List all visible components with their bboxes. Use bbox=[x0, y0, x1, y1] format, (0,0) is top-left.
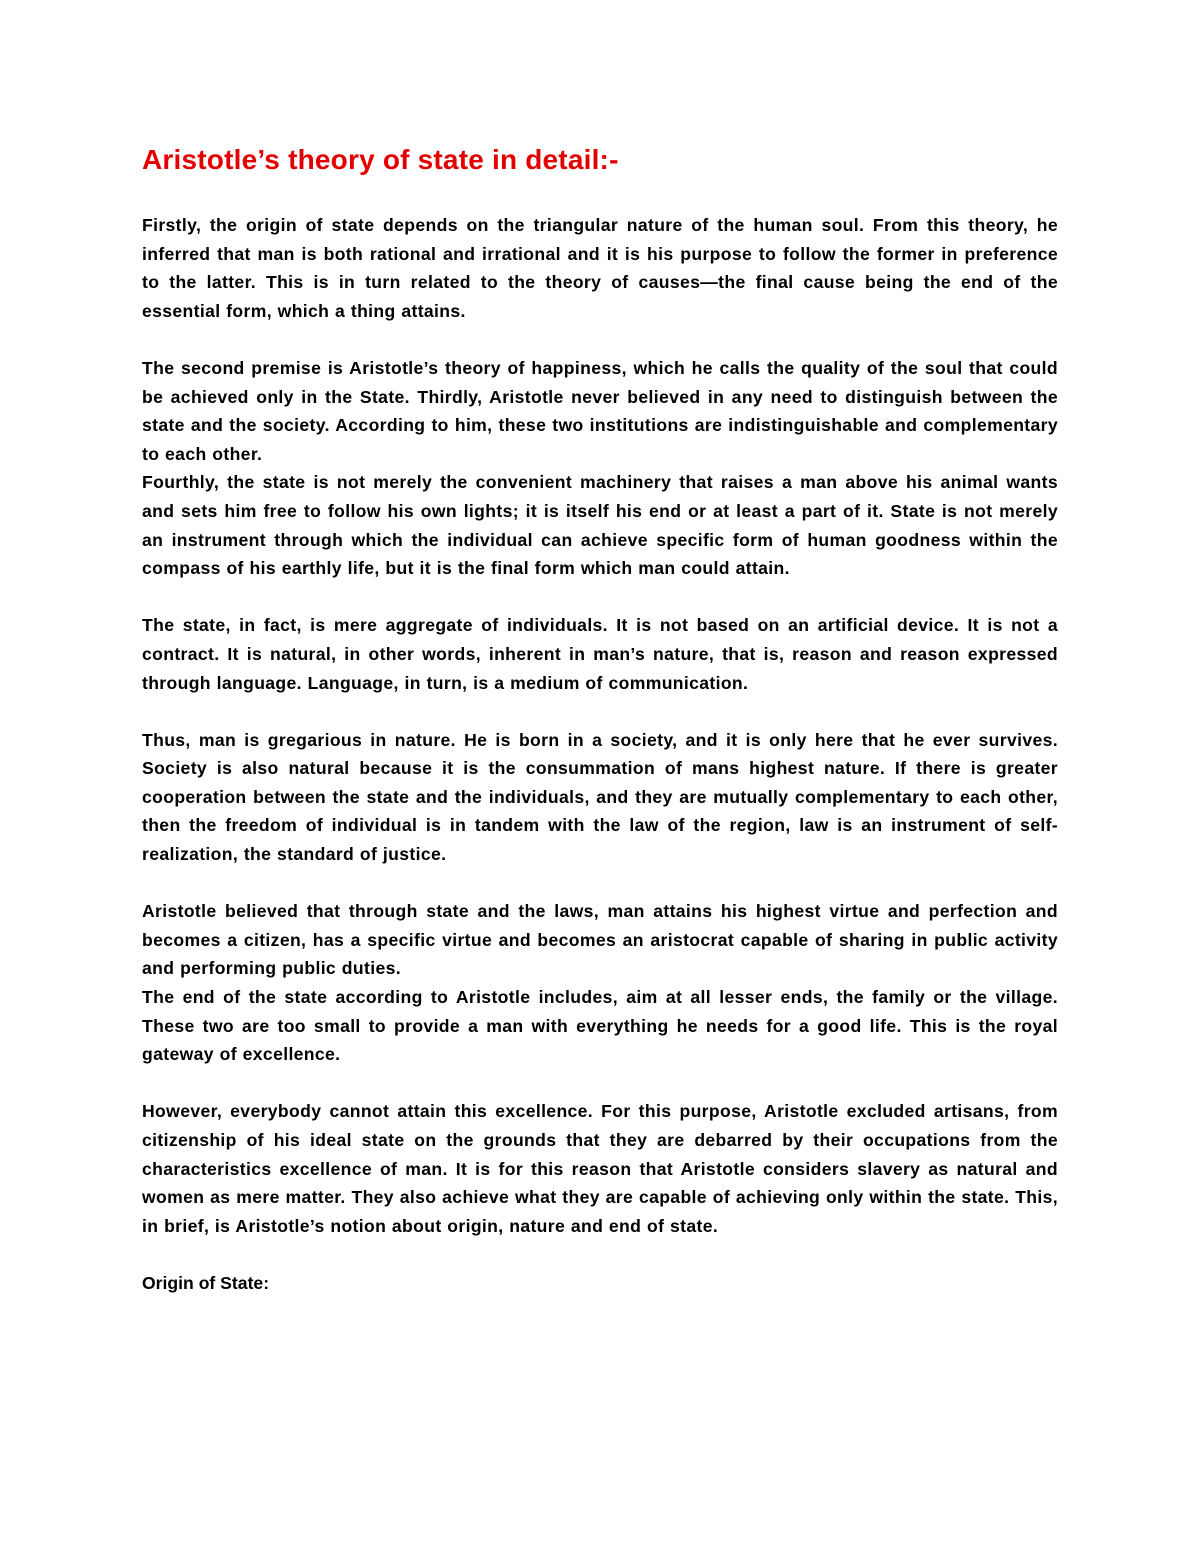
paragraph-gregarious: Thus, man is gregarious in nature. He is born in a society, and it is only here that he ever survives. Society is also natural because it is the consummation of mans highest nature. If there is greater cooperation between the state and the individuals, and they are mutually complementary to each other, then the freedom of individual is in tandem with the law of the region, law is an instrument of self-realization, the standard of justice. bbox=[142, 729, 1058, 865]
document-body bbox=[142, 141, 1058, 1298]
paragraph-happiness: The second premise is Aristotle’s theory of happiness, which he calls the quality of the soul that could be achieved only in the State. Thirdly, Aristotle never believed in any need to distinguish between the state and the society. According to him, these two institutions are indistinguishable and complementary to each other. bbox=[142, 357, 1058, 464]
document-title: Aristotle’s theory of state in detail:- bbox=[142, 144, 619, 175]
paragraph-virtue: Aristotle believed that through state and the laws, man attains his highest virtue and perfection and becomes a citizen, has a specific virtue and becomes an aristocrat capable of sharing in public activity and performing public duties. bbox=[142, 901, 1058, 979]
paragraph-machinery: Fourthly, the state is not merely the convenient machinery that raises a man above his animal wants and sets him free to follow his own lights; it is itself his end or at least a part of it. State is not merely an instrument through which the individual can achieve specific form of human goodness within the compass of his earthly life, but it is the final form which man could attain. bbox=[142, 472, 1058, 579]
paragraph-origin-soul: Firstly, the origin of state depends on the triangular nature of the human soul. From this theory, he inferred that man is both rational and irrational and it is his purpose to follow the former in preference to the latter. This is in turn related to the theory of causes—the final cause being the end of the essential form, which a thing attains. bbox=[142, 215, 1058, 321]
paragraph-excellence: However, everybody cannot attain this excellence. For this purpose, Aristotle excluded artisans, from citizenship of his ideal state on the grounds that they are debarred by their occupations from the characteristics excellence of man. It is for this reason that Aristotle considers slavery as natural and women as mere matter. They also achieve what they are capable of achieving only within the state. This, in brief, is Aristotle’s notion about origin, nature and end of state. bbox=[142, 1101, 1058, 1236]
section-heading-origin: Origin of State: bbox=[142, 1272, 270, 1293]
paragraph-aggregate: The state, in fact, is mere aggregate of individuals. It is not based on an artificial device. It is not a contract. It is natural, in other words, inherent in man’s nature, that is, reason and reason expressed through language. Language, in turn, is a medium of communication. bbox=[142, 615, 1058, 693]
paragraph-end-of-state: The end of the state according to Aristotle includes, aim at all lesser ends, the family or the village. These two are too small to provide a man with everything he needs for a good life. This is the royal gateway of excellence. bbox=[142, 987, 1058, 1065]
